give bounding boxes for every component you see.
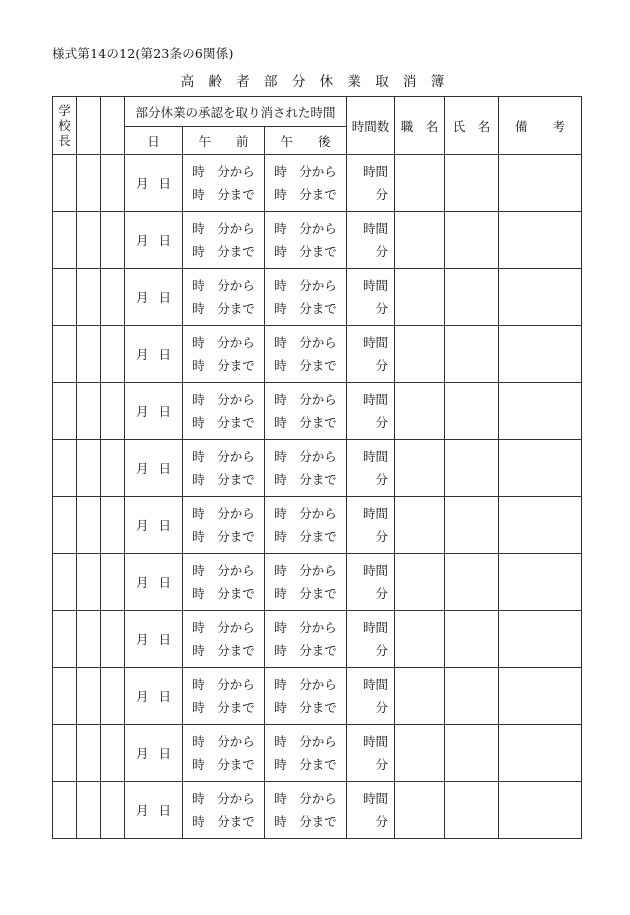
remarks-cell (499, 554, 582, 611)
approval-column-3-header (101, 97, 125, 155)
position-cell (395, 497, 445, 554)
remarks-cell (499, 326, 582, 383)
position-cell (395, 269, 445, 326)
register-row (53, 611, 582, 668)
pm-header: 午 後 (265, 127, 347, 155)
approval-seal-cell (101, 383, 125, 440)
am-time-cell: 時 分から 時 分まで (183, 611, 265, 668)
name-cell (445, 611, 499, 668)
remarks-cell (499, 668, 582, 725)
name-cell (445, 725, 499, 782)
remarks-cell (499, 383, 582, 440)
position-cell (395, 383, 445, 440)
date-cell: 月 日 (125, 782, 183, 839)
register-row (53, 782, 582, 839)
register-row (53, 326, 582, 383)
approval-seal-cell (101, 611, 125, 668)
principal-seal-cell (53, 611, 77, 668)
document-title: 高 齢 者 部 分 休 業 取 消 簿 (180, 74, 450, 90)
name-header: 氏 名 (445, 97, 499, 155)
date-cell: 月 日 (125, 611, 183, 668)
hours-cell: 時間 分 (347, 155, 395, 212)
hours-header: 時間数 (347, 97, 395, 155)
register-row (53, 212, 582, 269)
leave-cancellation-register (52, 96, 582, 839)
position-cell (395, 668, 445, 725)
hours-cell: 時間 分 (347, 326, 395, 383)
position-header: 職 名 (395, 97, 445, 155)
date-cell: 月 日 (125, 668, 183, 725)
am-time-cell: 時 分から 時 分まで (183, 326, 265, 383)
hours-cell: 時間 分 (347, 440, 395, 497)
principal-seal-cell (53, 326, 77, 383)
cancelled-time-header: 部分休業の承認を取り消された時間 (125, 97, 347, 127)
name-cell (445, 326, 499, 383)
date-cell: 月 日 (125, 383, 183, 440)
register-row (53, 497, 582, 554)
approval-seal-cell (101, 269, 125, 326)
approval-seal-cell (77, 155, 101, 212)
date-cell: 月 日 (125, 554, 183, 611)
principal-header: 学 校 長 (53, 97, 77, 155)
register-row (53, 269, 582, 326)
approval-seal-cell (77, 440, 101, 497)
principal-seal-cell (53, 212, 77, 269)
pm-time-cell: 時 分から 時 分まで (265, 326, 347, 383)
remarks-cell (499, 440, 582, 497)
approval-seal-cell (77, 725, 101, 782)
name-cell (445, 383, 499, 440)
position-cell (395, 782, 445, 839)
principal-seal-cell (53, 497, 77, 554)
remarks-header: 備 考 (499, 97, 582, 155)
hours-cell: 時間 分 (347, 554, 395, 611)
remarks-cell (499, 782, 582, 839)
hours-cell: 時間 分 (347, 383, 395, 440)
am-header: 午 前 (183, 127, 265, 155)
register-row (53, 440, 582, 497)
hours-cell: 時間 分 (347, 668, 395, 725)
approval-seal-cell (77, 554, 101, 611)
principal-seal-cell (53, 554, 77, 611)
remarks-cell (499, 155, 582, 212)
date-cell: 月 日 (125, 212, 183, 269)
remarks-cell (499, 269, 582, 326)
form-number: 様式第14の12(第23条の6関係) (52, 46, 234, 61)
hours-cell: 時間 分 (347, 497, 395, 554)
position-cell (395, 554, 445, 611)
name-cell (445, 668, 499, 725)
approval-seal-cell (101, 668, 125, 725)
approval-seal-cell (101, 497, 125, 554)
remarks-cell (499, 725, 582, 782)
hours-cell: 時間 分 (347, 611, 395, 668)
am-time-cell: 時 分から 時 分まで (183, 725, 265, 782)
date-cell: 月 日 (125, 326, 183, 383)
approval-seal-cell (101, 212, 125, 269)
approval-seal-cell (77, 668, 101, 725)
am-time-cell: 時 分から 時 分まで (183, 383, 265, 440)
principal-seal-cell (53, 383, 77, 440)
am-time-cell: 時 分から 時 分まで (183, 269, 265, 326)
am-time-cell: 時 分から 時 分まで (183, 668, 265, 725)
approval-seal-cell (101, 440, 125, 497)
pm-time-cell: 時 分から 時 分まで (265, 383, 347, 440)
pm-time-cell: 時 分から 時 分まで (265, 212, 347, 269)
pm-time-cell: 時 分から 時 分まで (265, 668, 347, 725)
principal-seal-cell (53, 440, 77, 497)
principal-seal-cell (53, 668, 77, 725)
principal-seal-cell (53, 155, 77, 212)
principal-seal-cell (53, 725, 77, 782)
day-header: 日 (125, 127, 183, 155)
approval-seal-cell (101, 326, 125, 383)
date-cell: 月 日 (125, 725, 183, 782)
hours-cell: 時間 分 (347, 269, 395, 326)
principal-seal-cell (53, 269, 77, 326)
pm-time-cell: 時 分から 時 分まで (265, 725, 347, 782)
position-cell (395, 212, 445, 269)
approval-column-2-header (77, 97, 101, 155)
name-cell (445, 212, 499, 269)
register-row (53, 668, 582, 725)
approval-seal-cell (101, 155, 125, 212)
register-row (53, 383, 582, 440)
approval-seal-cell (77, 269, 101, 326)
remarks-cell (499, 212, 582, 269)
hours-cell: 時間 分 (347, 782, 395, 839)
approval-seal-cell (77, 782, 101, 839)
name-cell (445, 155, 499, 212)
approval-seal-cell (101, 782, 125, 839)
position-cell (395, 155, 445, 212)
approval-seal-cell (77, 497, 101, 554)
hours-cell: 時間 分 (347, 725, 395, 782)
remarks-cell (499, 497, 582, 554)
date-cell: 月 日 (125, 155, 183, 212)
approval-seal-cell (77, 212, 101, 269)
am-time-cell: 時 分から 時 分まで (183, 212, 265, 269)
name-cell (445, 269, 499, 326)
register-row (53, 725, 582, 782)
approval-seal-cell (77, 611, 101, 668)
date-cell: 月 日 (125, 269, 183, 326)
position-cell (395, 611, 445, 668)
principal-seal-cell (53, 782, 77, 839)
remarks-cell (499, 611, 582, 668)
position-cell (395, 326, 445, 383)
pm-time-cell: 時 分から 時 分まで (265, 269, 347, 326)
name-cell (445, 497, 499, 554)
register-row (53, 155, 582, 212)
am-time-cell: 時 分から 時 分まで (183, 155, 265, 212)
date-cell: 月 日 (125, 497, 183, 554)
pm-time-cell: 時 分から 時 分まで (265, 440, 347, 497)
am-time-cell: 時 分から 時 分まで (183, 440, 265, 497)
position-cell (395, 725, 445, 782)
approval-seal-cell (77, 326, 101, 383)
name-cell (445, 440, 499, 497)
name-cell (445, 554, 499, 611)
pm-time-cell: 時 分から 時 分まで (265, 155, 347, 212)
pm-time-cell: 時 分から 時 分まで (265, 782, 347, 839)
date-cell: 月 日 (125, 440, 183, 497)
position-cell (395, 440, 445, 497)
approval-seal-cell (101, 725, 125, 782)
pm-time-cell: 時 分から 時 分まで (265, 554, 347, 611)
approval-seal-cell (77, 383, 101, 440)
pm-time-cell: 時 分から 時 分まで (265, 611, 347, 668)
am-time-cell: 時 分から 時 分まで (183, 554, 265, 611)
name-cell (445, 782, 499, 839)
register-row (53, 554, 582, 611)
am-time-cell: 時 分から 時 分まで (183, 782, 265, 839)
pm-time-cell: 時 分から 時 分まで (265, 497, 347, 554)
hours-cell: 時間 分 (347, 212, 395, 269)
approval-seal-cell (101, 554, 125, 611)
am-time-cell: 時 分から 時 分まで (183, 497, 265, 554)
